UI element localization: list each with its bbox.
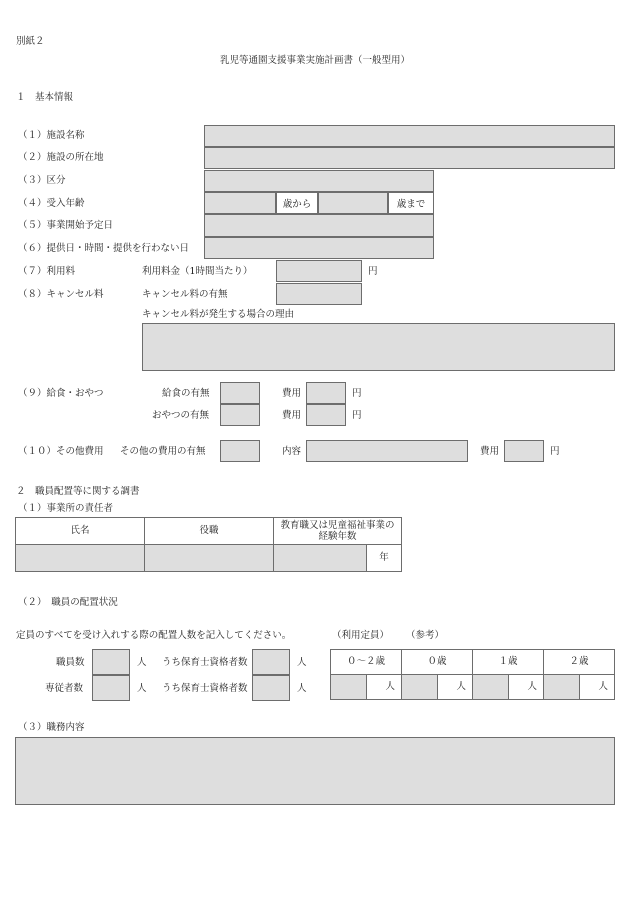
cancel-exists-field[interactable] — [276, 283, 362, 305]
fulltime-qualified-field[interactable] — [252, 675, 290, 701]
fulltime-count-label: 専従者数 — [45, 683, 84, 694]
reference-age-2-field[interactable] — [543, 674, 580, 700]
fulltime-qualified-label: うち保育士資格者数 — [162, 683, 248, 694]
other-cost-label: 費用 — [480, 446, 500, 457]
label-start-date: （５）事業開始予定日 — [18, 220, 114, 231]
reference-age-1-field[interactable] — [472, 674, 509, 700]
category-field[interactable] — [204, 170, 434, 192]
staff-count-unit: 人 — [137, 657, 147, 668]
age-from-unit: 歳から — [276, 192, 318, 214]
section2-heading: ２ 職員配置等に関する調書 — [16, 486, 140, 497]
label-facility-location: （２）施設の所在地 — [18, 152, 104, 163]
manager-position-field[interactable] — [144, 544, 274, 572]
fee-per-hour-label: 利用料金（1時間当たり） — [142, 266, 253, 277]
experience-year-unit: 年 — [366, 544, 402, 572]
start-date-field[interactable] — [204, 214, 434, 237]
cancel-exists-label: キャンセル料の有無 — [142, 289, 228, 300]
age-from-field[interactable] — [204, 192, 276, 214]
fee-field[interactable] — [276, 260, 362, 282]
fulltime-qualified-unit: 人 — [297, 683, 307, 694]
header-age-0: ０歳 — [401, 649, 473, 675]
meal-exists-label: 給食の有無 — [162, 388, 210, 399]
other-content-label: 内容 — [282, 446, 302, 457]
staff-qualified-unit: 人 — [297, 657, 307, 668]
capacity-0-2-unit: 人 — [366, 674, 402, 700]
section1-heading: １ 基本情報 — [16, 92, 74, 103]
other-content-field[interactable] — [306, 440, 468, 462]
facility-name-field[interactable] — [204, 125, 615, 147]
other-exists-label: その他の費用の有無 — [120, 446, 206, 457]
manager-experience-field[interactable] — [273, 544, 367, 572]
header-age-0-2: ０～２歳 — [330, 649, 402, 675]
other-yen: 円 — [550, 446, 560, 457]
header-age-1: １歳 — [472, 649, 544, 675]
duties-field[interactable] — [15, 737, 615, 805]
schedule-field[interactable] — [204, 237, 434, 259]
snack-exists-field[interactable] — [220, 404, 260, 426]
meal-cost-label: 費用 — [282, 388, 302, 399]
label-accept-age: （４）受入年齢 — [18, 198, 85, 209]
snack-yen: 円 — [352, 410, 362, 421]
age-to-field[interactable] — [318, 192, 388, 214]
attachment-label: 別紙２ — [16, 36, 45, 47]
manager-name-field[interactable] — [15, 544, 145, 572]
staff-count-field[interactable] — [92, 649, 130, 675]
document-title: 乳児等通園支援事業実施計画書（一般型用） — [219, 55, 410, 66]
reference-age-0-field[interactable] — [401, 674, 438, 700]
table1-header-position: 役職 — [144, 517, 274, 545]
capacity-label: （利用定員） — [332, 630, 390, 641]
reference-label: （参考） — [406, 630, 445, 641]
age-to-unit: 歳まで — [388, 192, 434, 214]
meal-cost-field[interactable] — [306, 382, 346, 404]
fulltime-count-field[interactable] — [92, 675, 130, 701]
label-fee: （７）利用料 — [18, 266, 76, 277]
table1-header-name: 氏名 — [15, 517, 145, 545]
label-facility-name: （１）施設名称 — [18, 130, 85, 141]
capacity-0-2-field[interactable] — [330, 674, 367, 700]
other-exists-field[interactable] — [220, 440, 260, 462]
reference-age-0-unit: 人 — [437, 674, 473, 700]
snack-exists-label: おやつの有無 — [152, 410, 210, 421]
label-schedule: （６）提供日・時間・提供を行わない日 — [18, 243, 190, 254]
label-cancel: （８）キャンセル料 — [18, 289, 104, 300]
label-category: （３）区分 — [18, 175, 66, 186]
staff-qualified-field[interactable] — [252, 649, 290, 675]
reference-age-1-unit: 人 — [508, 674, 544, 700]
sub2-heading: （２） 職員の配置状況 — [18, 597, 118, 608]
header-age-2: ２歳 — [543, 649, 615, 675]
cancel-reason-field[interactable] — [142, 323, 615, 371]
staff-qualified-label: うち保育士資格者数 — [162, 657, 248, 668]
other-cost-field[interactable] — [504, 440, 544, 462]
cancel-reason-label: キャンセル料が発生する場合の理由 — [142, 309, 295, 320]
facility-location-field[interactable] — [204, 147, 615, 169]
label-meals: （９）給食・おやつ — [18, 388, 104, 399]
snack-cost-field[interactable] — [306, 404, 346, 426]
reference-age-2-unit: 人 — [579, 674, 615, 700]
label-other: （１０）その他費用 — [18, 446, 104, 457]
table1-header-experience: 教育職又は児童福祉事業の経験年数 — [273, 517, 402, 545]
meal-yen: 円 — [352, 388, 362, 399]
instruction-text: 定員のすべてを受け入れする際の配置人数を記入してください。 — [16, 630, 292, 641]
staff-count-label: 職員数 — [56, 657, 85, 668]
sub1-heading: （１）事業所の責任者 — [18, 503, 114, 514]
snack-cost-label: 費用 — [282, 410, 302, 421]
fulltime-count-unit: 人 — [137, 683, 147, 694]
meal-exists-field[interactable] — [220, 382, 260, 404]
sub3-heading: （３）職務内容 — [18, 722, 85, 733]
fee-yen: 円 — [368, 266, 378, 277]
